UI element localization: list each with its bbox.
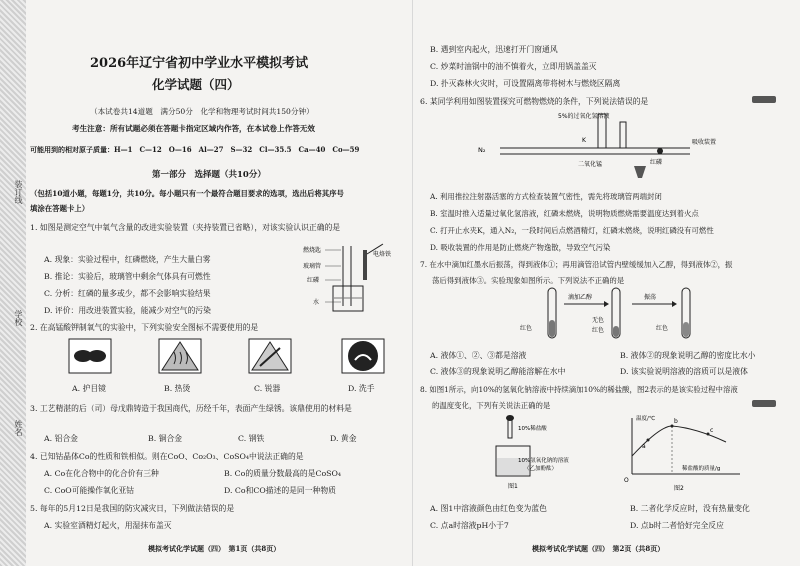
q5-option-c: C. 炒菜时油锅中的油不慎着火，立即用锅盖盖灭 xyxy=(430,62,597,71)
q8-option-b: B. 二者化学反应时，没有热量变化 xyxy=(630,504,750,513)
instructions: 填涂在答题卡上） xyxy=(30,204,90,213)
strip-label: 装订线 xyxy=(14,180,23,204)
q4-option-d: D. Co和CO描述的是同一种物质 xyxy=(224,486,336,495)
q6-option-d: D. 吸收装置的作用是防止燃烧产物逸散，导致空气污染 xyxy=(430,243,611,252)
fig-label: 玻璃管 xyxy=(303,263,322,270)
atomic-masses: 可能用到的相对原子质量：H—1 C—12 O—16 Al—27 S—32 Cl—35.5 Ca—40 Co—59 xyxy=(30,145,360,154)
page-divider xyxy=(412,0,413,566)
fig-label: 10%氢氧化钠的溶液 xyxy=(518,458,569,464)
hand-washing-icon xyxy=(341,338,385,374)
fig-label: 红磷 xyxy=(307,277,320,284)
q4-option-c: C. CoO可能操作氧化亚钴 xyxy=(44,486,135,495)
q5-stem: 5. 每年的5月12日是我国的防灾减灾日，下列做法错误的是 xyxy=(30,504,235,513)
exam-page-2 xyxy=(418,0,796,566)
q6-option-b: B. 室温时推入适量过氧化氢溶液，红磷未燃烧，说明物质燃烧需要温度达到着火点 xyxy=(430,209,699,218)
q7-option-b: B. 液体②的现象说明乙醇的密度比水小 xyxy=(620,351,756,360)
score-box xyxy=(752,400,776,407)
q5-option-d: D. 扑灭森林火灾时，可设置隔离带将树木与燃烧区隔离 xyxy=(430,79,621,88)
q2-option: A. 护目镜 xyxy=(72,384,106,393)
part-heading: 第一部分 选择题（共10分） xyxy=(152,170,266,180)
q2-stem: 2. 在高锰酸钾制氧气的实验中，下列实验安全图标不需要使用的是 xyxy=(30,323,259,332)
q3-stem: 3. 工艺精湛的后（司）母戊鼎铸造于我国商代，历经千年，表面产生绿锈。该鼎使用的材料是 xyxy=(30,404,352,413)
q3-option: A. 铝合金 xyxy=(44,434,78,443)
fig-label: 水 xyxy=(313,299,320,306)
fig-label: 10%稀盐酸 xyxy=(518,426,547,432)
q2-option: D. 洗手 xyxy=(348,384,375,393)
fig-label: 红磷 xyxy=(650,159,663,166)
instructions: （包括10道小题，每题1分，共10分。每小题只有一个最符合题目要求的选项，选出后将其序号 xyxy=(30,189,344,198)
point-label: c xyxy=(710,427,714,434)
q7-stem: 7. 在水中滴加红墨水后振荡，得到液体①；再用滴管沿试管内壁缓缓加入乙醇，得到液体②，振 xyxy=(420,260,733,269)
exam-title: 2026年辽宁省初中学业水平模拟考试 xyxy=(90,56,309,71)
q1-option-a: A. 现象：实验过程中，红磷燃烧，产生大量白雾 xyxy=(44,255,211,264)
q7-option-d: D. 该实验说明溶液的溶质可以是液体 xyxy=(620,367,748,376)
q6-stem: 6. 某同学利用如图装置探究可燃物燃烧的条件，下列说法错误的是 xyxy=(420,97,649,106)
q1-option-b: B. 推论：实验后，玻璃管中剩余气体具有可燃性 xyxy=(44,272,211,281)
q8-option-d: D. 点b时二者恰好完全反应 xyxy=(630,521,724,530)
fig-label: 红色 xyxy=(520,325,533,332)
binding-strip xyxy=(0,0,26,566)
fig-label: （乙加酚酞） xyxy=(524,466,558,472)
q6-option-c: C. 打开止水夹K，通入N₂，一段时间后点燃酒精灯，红磷未燃烧，说明红磷没有可燃性 xyxy=(430,226,714,235)
q7-test-tube-figure xyxy=(514,286,724,344)
score-box xyxy=(752,96,776,103)
fig-label: 燃烧匙 xyxy=(303,247,322,254)
q8-stem: 8. 如图1所示，向10%的氢氧化钠溶液中持续滴加10%的稀盐酸，图2表示的是该实验过程中溶液 xyxy=(420,385,738,394)
q1-option-d: D. 评价：用改进装置实验，能减少对空气的污染 xyxy=(44,306,211,315)
q3-option: D. 黄金 xyxy=(330,434,357,443)
q1-stem: 1. 如图是测定空气中氧气含量的改进实验装置（夹持装置已省略），对该实验认识正确的是 xyxy=(30,223,341,232)
fig-label: K xyxy=(582,137,586,144)
fig-label: 滴加乙醇 xyxy=(568,294,593,301)
axis-label: 温度/℃ xyxy=(636,416,656,422)
q7-option-c: C. 液体③的现象说明乙醇能溶解在水中 xyxy=(430,367,566,376)
fig-label: 红色 xyxy=(656,325,669,332)
page-footer: 模拟考试化学试题（四） 第2页（共8页） xyxy=(532,544,665,553)
fig-label: 图2 xyxy=(674,485,684,492)
q6-apparatus-figure xyxy=(470,108,717,186)
axis-label: 稀盐酸的质量/g xyxy=(682,466,721,472)
q5-option-b: B. 遇到室内起火，迅速打开门窗通风 xyxy=(430,45,558,54)
strip-label: 学校 xyxy=(14,310,23,326)
q4-option-b: B. Co的质量分数最高的是CoSO₄ xyxy=(224,469,342,478)
exam-page-1 xyxy=(28,0,410,566)
q8-figure-1 xyxy=(488,412,608,494)
exam-notice: 考生注意：所有试题必须在答题卡指定区域内作答，在本试卷上作答无效 xyxy=(72,124,315,133)
q1-apparatus-figure xyxy=(303,236,403,318)
strip-label: 姓名 xyxy=(14,420,23,436)
q8-option-a: A. 图1中溶液颜色由红色变为蓝色 xyxy=(430,504,547,513)
origin-label: O xyxy=(624,477,629,484)
q2-option: B. 热烫 xyxy=(164,384,191,393)
hot-surface-icon xyxy=(158,338,202,374)
q8-stem: 的温度变化，下列有关说法正确的是 xyxy=(432,401,551,410)
q7-stem: 荡后得到液体③。实验现象如图所示。下列说法不正确的是 xyxy=(432,276,625,285)
q5-option-a: A. 实验室酒精灯起火，用湿抹布盖灭 xyxy=(44,521,172,530)
point-label: b xyxy=(674,418,678,425)
fig-label: 振荡 xyxy=(644,294,657,301)
q8-figure-2-temperature-curve xyxy=(616,412,746,494)
fig-label: 吸收装置 xyxy=(692,139,717,146)
q3-option: C. 钢铁 xyxy=(238,434,265,443)
q8-option-c: C. 点a时溶液pH小于7 xyxy=(430,521,509,530)
point-label: a xyxy=(642,443,646,450)
fig-label: 红色 xyxy=(592,327,605,334)
fig-label: 二氧化锰 xyxy=(578,161,603,168)
fig-label: N₂ xyxy=(478,146,486,154)
q4-option-a: A. Co在化合物中的化合价有三种 xyxy=(44,469,159,478)
q7-option-a: A. 液体①、②、③都是溶液 xyxy=(430,351,527,360)
q6-option-a: A. 利用推拉注射器活塞的方式检查装置气密性，需先将玻璃管两端封闭 xyxy=(430,192,662,201)
q2-option: C. 锐器 xyxy=(254,384,281,393)
sharp-object-icon xyxy=(248,338,292,374)
goggles-icon xyxy=(68,338,112,374)
fig-label: 无色 xyxy=(592,317,605,324)
q1-option-c: C. 分析：红磷的量多或少，都不会影响实验结果 xyxy=(44,289,211,298)
exam-subtitle: 化学试题（四） xyxy=(152,77,240,92)
fig-label: 5%的过氧化氢溶液 xyxy=(558,113,610,120)
page-footer: 模拟考试化学试题（四） 第1页（共8页） xyxy=(148,544,281,553)
fig-label: 图1 xyxy=(508,483,518,490)
fig-label: 电烙铁 xyxy=(373,251,392,258)
exam-info: （本试卷共14道题 满分50分 化学和物理考试时间共150分钟） xyxy=(90,107,314,116)
q4-stem: 4. 已知钴晶体Co的性质和铁相似。则在CoO、Co₂O₃、CoSO₄中说法正确的是 xyxy=(30,452,304,461)
q3-option: B. 铜合金 xyxy=(148,434,183,443)
